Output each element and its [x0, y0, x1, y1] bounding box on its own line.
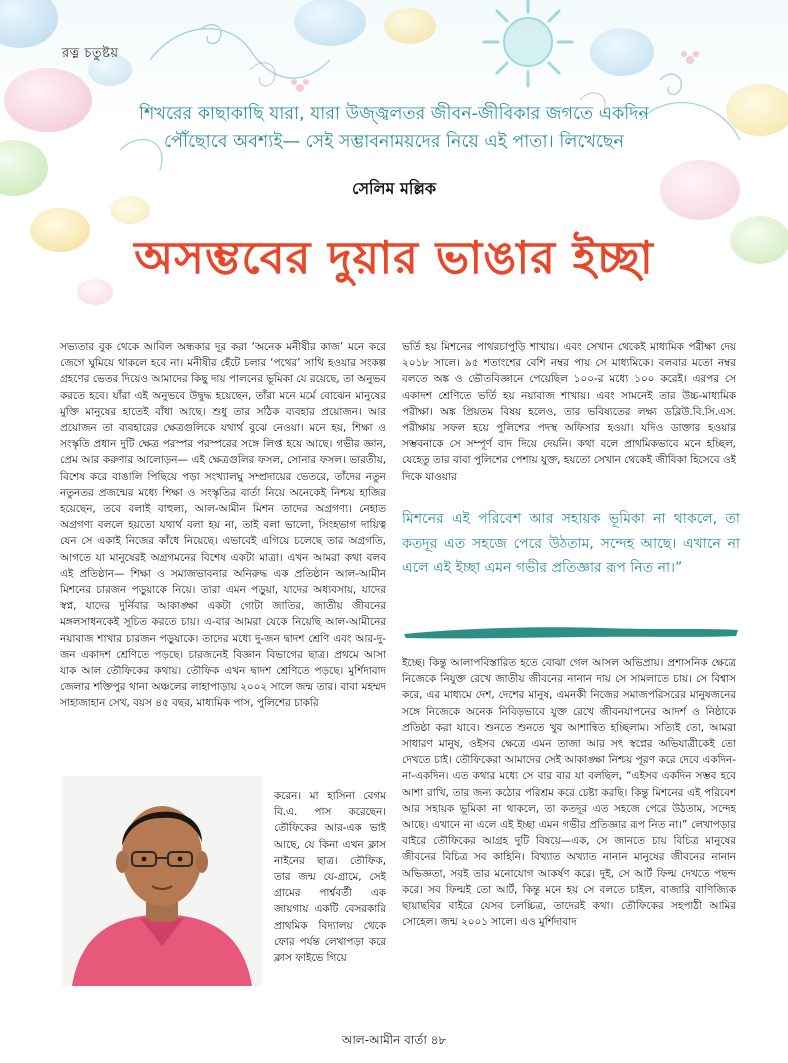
right-column-bottom-text: ইচ্ছে। কিন্তু আলাপবিস্তারিত হতে বোঝা গেল আসল অভিপ্রায়। প্রশাসনিক ক্ষেত্রে নিজেকে নিযুক্ত রেখে জাতীয় জীবনের নানান দায় সে সামলাতে চায়। সে বিশ্বাস করে, এর মাধ্যমে দেশ, দেশের মানুষ, এমনকী নিজের সমাজপরিসরের মানুষজনের সঙ্গে নিজেকে অনেক নিবিড়ভাবে যুক্ত রেখে জীবনযাপনের আদর্শ ও নিষ্ঠাকে প্রতিষ্ঠা করা যাবে। শুনতে শুনতে খুব আশান্বিত হচ্ছিলাম। সত্যিই তো, আমরা সাধারণ মানুষ, ওইসব ক্ষেত্রে এমন তাজা আর সৎ স্বপ্নের অভিযাত্রীকেই তো দেখতে চাই। তৌফিকেরা আমাদের সেই আকাঙ্ক্ষা নিশ্চয় পূরণ করে দেবে একদিন-না-একদিন। এত কথার মধ্যে সে বার বার যা বলছিল, “এইসব একদিন সম্ভব হবে আশা রাখি, তার জন্য কঠোর পরিশ্রম করে চেষ্টা করছি। কিন্তু মিশনের এই পরিবেশ আর সহায়ক ভূমিকা না থাকলে, তা কতদূর এত সহজে পেরে উঠতাম, সন্দেহ আছে। এখানে না এলে এই ইচ্ছা এমন গভীর প্রতিজ্ঞার রূপ নিত না।” লেখাপড়ার বাইরে তৌফিকের আগ্রহ দুটি বিষয়ে—এক, সে জানতে চায় বিচিত্র মানুষের জীবনের বিচিত্র সব কাহিনি। বিখ্যাত অখ্যাত নানান মানুষের জীবনের নানান অভিজ্ঞতা, সবই তার মনোযোগ আকর্ষণ করে। দুই, সে আর্ট ফিল্ম দেখতে পছন্দ করে। সব ফিল্মই তো আর্ট, কিন্তু মনে হয় সে বলতে চাইল, বাজারি বাণিজ্যিক ছায়াছবির বাইরে যেসব চলচ্চিত্র, তাদেরই কথা। তৌফিকের সহপাঠী আমির সোহেল। জন্ম ২০০১ সালে। এও মুর্শিদাবাদ	[402, 657, 736, 929]
right-column-top-text: ভর্তি হয় মিশনের পাথরচাপুড়ি শাখায়। এবং সেখান থেকেই মাধ্যমিক পরীক্ষা দেয় ২০১৮ সালে। ৯৫ শতাংশের বেশি নম্বর পায় সে মাধ্যমিকে। বলবার মতো নম্বর বলতে অঙ্ক ও ভৌতবিজ্ঞানে পেয়েছিল ১০০-র মধ্যে ১০০ করেই। এরপর সে একাদশ শ্রেণিতে ভর্তি হয় নয়াবাজ শাখায়। এবং সামনেই তার উচ্চ-মাধ্যমিক পরীক্ষা। অঙ্ক প্রিয়তম বিষয় হলেও, তার ভবিষ্যতের লক্ষ্য ডব্লিউ.বি.সি.এস. পরীক্ষায় সফল হয়ে পুলিশের পদস্থ অফিসার হওয়া। যদিও ডাক্তার হওয়ার সম্ভবনাকে সে সম্পূর্ণ বাদ দিয়ে দেয়নি। কথা বলে প্রাথমিকভাবে মনে হচ্ছিল, যেহেতু তার বাবা পুলিশের পেশায় যুক্ত, হয়তো সেখান থেকেই জীবিকা হিসেবে ওই দিকে যাওয়ার	[402, 341, 736, 483]
left-column	[60, 339, 386, 712]
left-column-text: সভ্যতার বুক থেকে আবিল অন্ধকার দূর করা ‘অনেক মনীষীর কাজ’ মনে করে জেগে ঘুমিয়ে থাকলে হবে না। মনীষীর হেঁটে চলার ‘পথের’ সাথি হওয়ার সংকল্প গ্রহণের ভেতর দিয়েও আমাদের কিছু দায় পালনের ভূমিকা যে রয়েছে, তা অনুভব করতে হবে। যাঁরা এই অনুভবে উদ্বুদ্ধ হয়েছেন, তাঁরা মনে মর্মে বোঝেন মানুষের মুক্তি মানুষের হাতেই বাঁধা আছে। শুধু তার সঠিক ব্যবহার প্রয়োজন। আর প্রয়োজন তা ব্যবহারের ক্ষেত্রগুলিকে যথার্থ বুঝে নেওয়া। মনে হয়, শিক্ষা ও সংস্কৃতি প্রধান দুটি ক্ষেত্র পরস্পর পরস্পরের সঙ্গে লিপ্ত হয়ে আছে। গভীর জ্ঞান, প্রেম আর করুণার আলোড়ন— এই ক্ষেত্রগুলির ফসল, সোনার ফসল। ভারতীয়, বিশেষ করে বাঙালি পিছিয়ে পড়া সংখ্যালঘু সম্প্রদায়ের ভেতরে, তাঁদের নতুন নতুনতর প্রজন্মের মধ্যে শিক্ষা ও সংস্কৃতির বার্তা নিয়ে অনেকেই নিশ্চয় হাজির হয়েছেন, তবে বলাই বাহুল্য, আল-আমীন মিশন তাদের অগ্রগণ্য। নেহাত অগ্রগণ্য বললে হয়তো যথার্থ বলা হয় না, তাই বলা ভালো, সিংহভাগ দায়িত্ব যেন সে একাই নিজের কাঁধে নিয়েছে। এভাবেই এগিয়ে চলেছে তার অগ্রগতি, আগতে যা মানুষেরই অগ্রগমনের বিশেষ একটা মাত্রা। এখন আমরা কথা বলব এই প্রতিষ্ঠান— শিক্ষা ও সমাজভাবনার অনিরুদ্ধ এক প্রতিষ্ঠান আল-আমীন মিশনের চারজন পড়ুয়াকে নিয়ে। তারা এমন পড়ুয়া, যাদের অধ্যবসায়, যাদের স্বপ্ন, যাদের দুর্নিবার আকাঙ্ক্ষা একটা গোটা জাতির, জাতীয় জীবনের মঙ্গলসাধনকেই সূচিত করতে চায়। এ-বার আমরা যেকে নিয়েছি আল-আমীনের নয়াবাজ শাখার চারজন পড়ুয়াকে। তাদের মধ্যে দু-জন দ্বাদশ শ্রেণি এবং আর-দু-জন একাদশ শ্রেণিতে পড়ছে। চারজনেই বিজ্ঞান বিভাগের ছাত্র। প্রথমে আসা যাক আল তৌফিকের কথায়। তৌফিক এখন দ্বাদশ শ্রেণিতে পড়ছে। মুর্শিদাবাদ জেলার শক্তিপুর থানা অঞ্চলের লাহাপাড়ায় ২০০২ সালে জন্ম তার। বাবা মহম্মদ সাহাজাহান সেখ, বয়স ৪৫ বছর, মাধ্যমিক পাস, পুলিশের চাকরি	[60, 341, 386, 710]
pull-quote: মিশনের এই পরিবেশ আর সহায়ক ভূমিকা না থাকলে, তা কতদূর এত সহজে পেরে উঠতাম, সন্দেহ আছে। এখানে না এলে এই ইচ্ছা এমন গভীর প্রতিজ্ঞার রূপ নিত না।”	[402, 511, 740, 576]
student-photo	[62, 776, 262, 986]
intro-line-2: পৌঁছোবে অবশ্যই— সেই সম্ভাবনাময়দের নিয়ে এই পাতা। লিখেছেন	[164, 132, 624, 152]
right-column-top	[402, 339, 736, 485]
photo-wrap-column	[274, 788, 386, 966]
section-label: রত্ন চতুষ্টয়	[62, 46, 119, 61]
intro-line-1: শিখরের কাছাকাছি যারা, যারা উজ্জ্বলতর জীবন-জীবিকার জগতে একদিন	[139, 104, 649, 124]
pull-quote-brush-rule	[402, 622, 740, 642]
right-column-bottom	[402, 655, 736, 930]
intro-text	[60, 100, 728, 156]
author-name: সেলিম মল্লিক	[351, 179, 437, 198]
photo-wrap-text: করেন। মা হাসিনা বেগম বি.এ. পাস করেছেন। তৌফিকের আর-এক ভাই আছে, যে কিনা এখন ক্লাস নাইনের ছাত্র। তৌফিক, তার জন্ম যে-গ্রামে, সেই গ্রামের পার্শ্ববর্তী এক জায়গায় একটি বেসরকারি প্রাথমিক বিদ্যালয় থেকে ফোর পর্যন্ত লেখাপড়া করে ক্লাস ফাইভে গিয়ে	[274, 790, 386, 965]
article-headline: অসম্ভবের দুয়ার ভাঙার ইচ্ছা	[134, 231, 654, 284]
page-footer: আল-আমীন বার্তা ৪৮	[341, 1033, 447, 1047]
